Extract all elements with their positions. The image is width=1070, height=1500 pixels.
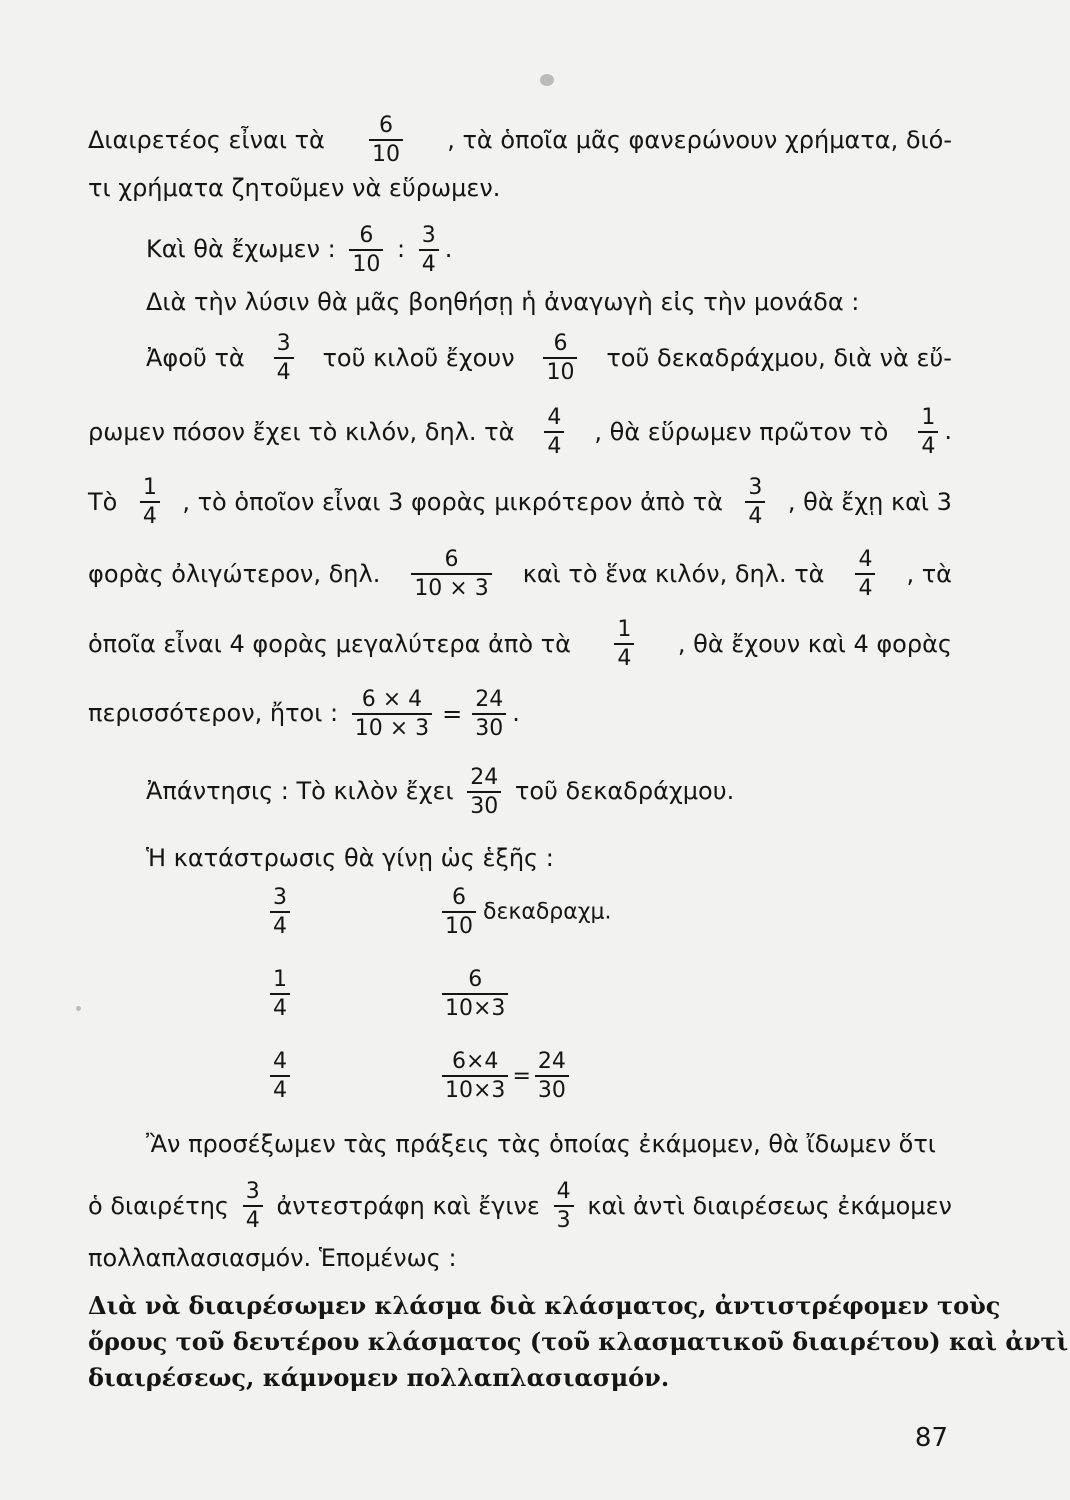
text-segment: Τὸ (88, 488, 118, 517)
fraction: $\frac{1}{4}$ (140, 476, 160, 528)
punctuation: . (944, 417, 952, 446)
schedule-left-r3 (270, 1050, 290, 1102)
text-segment: τοῦ κιλοῦ ἔχουν (322, 344, 515, 373)
paragraph-line (88, 406, 952, 458)
fraction: $\frac{6}{10}$ (349, 224, 383, 276)
text-segment: , θὰ ἔχουν καὶ 4 φορὰς (677, 630, 952, 659)
fraction: $\frac{6\times 4}{10\times 3}$ (442, 1050, 508, 1102)
text-segment: καὶ τὸ ἕνα κιλόν, δηλ. τὰ (522, 560, 825, 589)
equation-line (88, 688, 952, 740)
rule-line-3: διαιρέσεως, κάμνομεν πολλαπλασιασμόν. (88, 1363, 670, 1392)
equation-line (88, 224, 952, 276)
fraction: $\frac{6}{10}$ (442, 886, 476, 938)
fraction: $\frac{1}{4}$ (918, 406, 938, 458)
text-segment: ὁ διαιρέτης (88, 1192, 230, 1221)
paragraph-line (88, 332, 952, 384)
fraction: $\frac{6}{10\times 3}$ (442, 968, 508, 1020)
fraction: $\frac{3}{4}$ (745, 476, 765, 528)
punctuation: . (512, 699, 520, 728)
text-segment: ἀντεστράφη καὶ ἔγινε (276, 1192, 540, 1221)
equals-sign: = (442, 700, 463, 729)
fraction: $\frac{24}{30}$ (535, 1050, 569, 1102)
schedule-left-r2 (270, 968, 290, 1020)
paragraph-line: Διὰ τὴν λύσιν θὰ μᾶς βοηθήσῃ ἡ ἀναγωγὴ εἰς τὴν μονάδα : (146, 288, 860, 316)
equals-sign: = (512, 1063, 531, 1089)
text-segment: ὁποῖα εἶναι 4 φορὰς μεγαλύτερα ἀπὸ τὰ (88, 630, 571, 659)
text-segment: ρωμεν πόσον ἔχει τὸ κιλόν, δηλ. τὰ (88, 418, 515, 447)
punctuation: . (444, 235, 453, 264)
text-segment: , τὸ ὁποῖον εἶναι 3 φορὰς μικρότερον ἀπὸ τὰ (182, 488, 723, 517)
paragraph-line: Ἂν προσέξωμεν τὰς πράξεις τὰς ὁποίας ἐκάμομεν, θὰ ἴδωμεν ὅτι (146, 1130, 936, 1158)
paragraph-line (88, 1180, 952, 1232)
text-segment: τοῦ δεκαδράχμου. (514, 777, 735, 806)
paragraph-line (88, 476, 952, 528)
fraction: $\frac{3}{4}$ (419, 224, 439, 276)
text-segment: , τὰ ὁποῖα μᾶς φανερώνουν χρήματα, διό- (447, 126, 952, 155)
paragraph-line (88, 548, 952, 600)
text-segment: φορὰς ὀλιγώτερον, δηλ. (88, 560, 381, 589)
fraction: $\frac{3}{4}$ (274, 332, 294, 384)
rule-line-2: ὅρους τοῦ δευτέρου κλάσματος (τοῦ κλασματικοῦ διαιρέτου) καὶ ἀντὶ (88, 1327, 1069, 1356)
scan-speck (76, 1006, 81, 1011)
text-segment: Ἀφοῦ τὰ (146, 344, 245, 373)
fraction: $\frac{1}{4}$ (270, 968, 290, 1020)
schedule-right-r1 (442, 886, 611, 938)
schedule-right-r2 (442, 968, 508, 1020)
fraction: $\frac{3}{4}$ (270, 886, 290, 938)
fraction: $\frac{4}{4}$ (855, 548, 875, 600)
paragraph-line (88, 114, 952, 166)
fraction: $\frac{6}{10}$ (543, 332, 577, 384)
fraction: $\frac{24}{30}$ (472, 688, 506, 740)
division-sign: : (397, 235, 406, 264)
text-segment: , θὰ ἔχῃ καὶ 3 (787, 488, 952, 517)
text-segment: περισσότερον, ἤτοι : (88, 699, 339, 728)
answer-line (88, 766, 952, 818)
fraction: $\frac{4}{3}$ (554, 1180, 574, 1232)
text-segment: , τὰ (906, 560, 952, 589)
paragraph-line: πολλαπλασιασμόν. Ἑπομένως : (88, 1244, 457, 1272)
paragraph-line: τι χρήματα ζητοῦμεν νὰ εὕρωμεν. (88, 174, 501, 202)
paragraph-line: Ἡ κατάστρωσις θὰ γίνῃ ὡς ἑξῆς : (146, 844, 554, 872)
page-number: 87 (914, 1423, 948, 1453)
fraction: $\frac{6}{10}$ (369, 114, 403, 166)
schedule-right-r3 (442, 1050, 569, 1102)
fraction: $\frac{1}{4}$ (614, 618, 634, 670)
fraction: $\frac{6}{10 \times 3}$ (411, 548, 491, 600)
text-segment: , θὰ εὕρωμεν πρῶτον τὸ (594, 418, 889, 447)
paragraph-line (88, 618, 952, 670)
fraction: $\frac{24}{30}$ (467, 766, 501, 818)
fraction: $\frac{4}{4}$ (270, 1050, 290, 1102)
fraction: $\frac{6 \times 4}{10 \times 3}$ (352, 688, 432, 740)
fraction: $\frac{3}{4}$ (243, 1180, 263, 1232)
text-segment: Διαιρετέος εἶναι τὰ (88, 126, 325, 155)
fraction: $\frac{4}{4}$ (544, 406, 564, 458)
text-segment: τοῦ δεκαδράχμου, διὰ νὰ εὔ- (606, 344, 952, 373)
scan-speck (540, 74, 554, 86)
text-segment: καὶ ἀντὶ διαιρέσεως ἐκάμομεν (587, 1192, 952, 1221)
unit-label: δεκαδραχμ. (483, 899, 612, 925)
text-segment: Ἀπάντησις : Τὸ κιλὸν ἔχει (146, 777, 454, 806)
text-segment: Καὶ θὰ ἔχωμεν : (146, 235, 336, 264)
rule-line-1: Διὰ νὰ διαιρέσωμεν κλάσμα διὰ κλάσματος, ἀντιστρέφομεν τοὺς (88, 1291, 1001, 1320)
schedule-left-r1 (270, 886, 290, 938)
